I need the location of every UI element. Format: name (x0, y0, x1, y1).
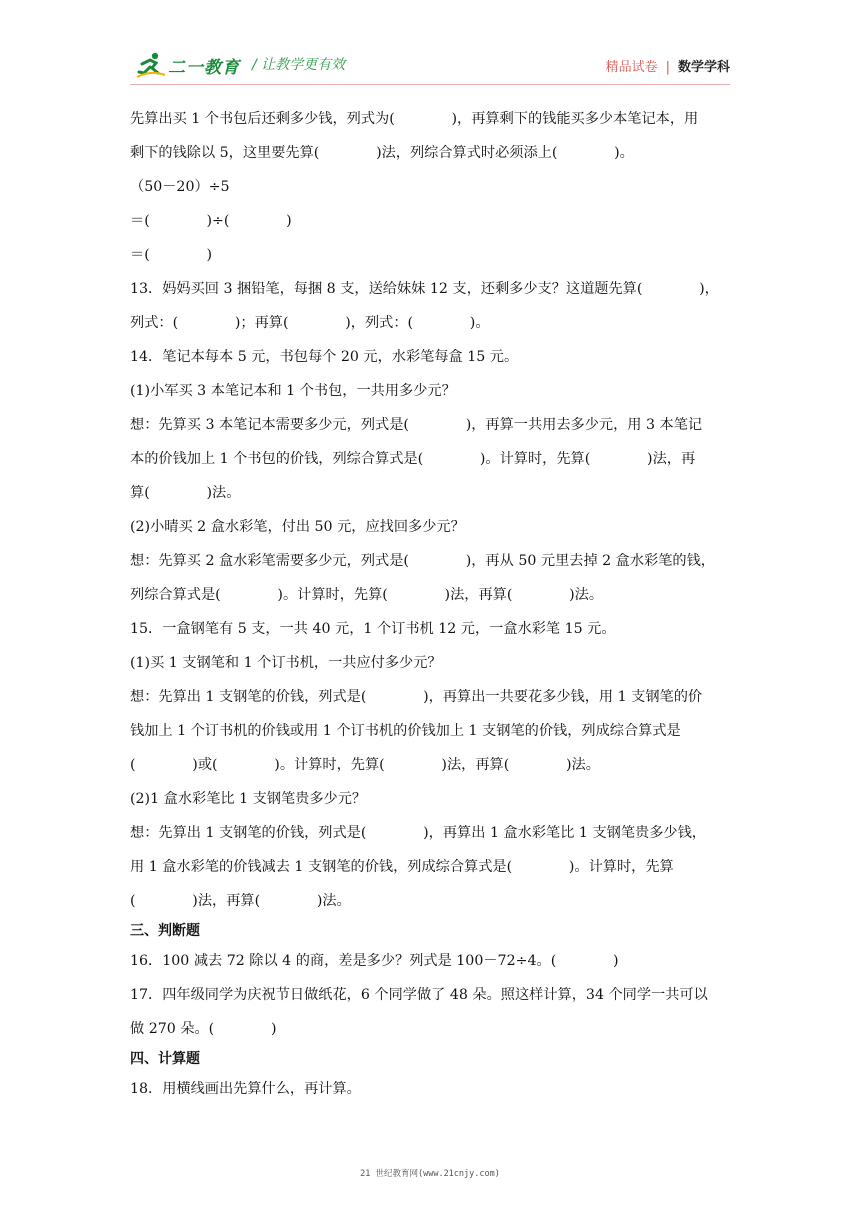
question-13: 13．妈妈买回 3 捆铅笔，每捆 8 支，送给妹妹 12 支，还剩多少支？这道题先算( )， (130, 281, 719, 297)
document-body (130, 102, 730, 1106)
text-line: （50－20）÷5 (130, 179, 230, 195)
section-heading-calculation: 四、计算题 (130, 1051, 200, 1067)
text-line: 做 270 朵。( ) (130, 1021, 277, 1037)
slogan: / 让教学更有效 (252, 57, 346, 73)
question-15: 15．一盒钢笔有 5 支，一共 40 元，1 个订书机 12 元，一盒水彩笔 15 元。 (130, 621, 616, 637)
question-16: 16．100 减去 72 除以 4 的商，差是多少？列式是 100－72÷4。( ) (130, 953, 619, 969)
text-line: ( )法，再算( )法。 (130, 893, 351, 909)
text-line: 想：先算买 3 本笔记本需要多少元，列式是( )，再算一共用去多少元，用 3 本笔记 (130, 417, 703, 433)
text-line: ＝( ) (130, 247, 213, 263)
runner-logo-icon (136, 51, 166, 79)
text-line: 列综合算式是( )。计算时，先算( )法，再算( )法。 (130, 587, 604, 603)
question-14: 14．笔记本每本 5 元，书包每个 20 元，水彩笔每盒 15 元。 (130, 349, 519, 365)
text-line: 列式：( )；再算( )，列式：( )。 (130, 315, 490, 331)
logo-text: 二一教育 (168, 57, 240, 78)
text-line: 剩下的钱除以 5，这里要先算( )法，列综合算式时必须添上( )。 (130, 145, 634, 161)
page-footer: 21 世纪教育网(www.21cnjy.com) (360, 1169, 500, 1179)
header-category: 精品试卷 (605, 60, 658, 75)
text-line: (1)小军买 3 本笔记本和 1 个书包，一共用多少元？ (130, 383, 456, 399)
text-line: 想：先算买 2 盒水彩笔需要多少元，列式是( )，再从 50 元里去掉 2 盒水彩笔的钱， (130, 553, 715, 569)
section-heading-judgement: 三、判断题 (130, 923, 200, 939)
logo (136, 50, 240, 80)
text-line: 本的价钱加上 1 个书包的价钱，列综合算式是( )。计算时，先算( )法，再 (130, 451, 696, 467)
text-line: ( )或( )。计算时，先算( )法，再算( )法。 (130, 757, 600, 773)
text-line: 算( )法。 (130, 485, 241, 501)
header-separator: | (665, 60, 670, 75)
text-line: (1)买 1 支钢笔和 1 个订书机，一共应付多少元？ (130, 655, 442, 671)
text-line: 钱加上 1 个订书机的价钱或用 1 个订书机的价钱加上 1 支钢笔的价钱，列成综合算式是 (130, 723, 681, 739)
header-subject: 数学学科 (677, 60, 730, 75)
question-17: 17．四年级同学为庆祝节日做纸花，6 个同学做了 48 朵。照这样计算，34 个同学一共可以 (130, 987, 708, 1003)
text-line: 用 1 盒水彩笔的价钱减去 1 支钢笔的价钱，列成综合算式是( )。计算时，先算 (130, 859, 674, 875)
header-right (606, 56, 730, 75)
page-header (130, 44, 730, 84)
text-line: 想：先算出 1 支钢笔的价钱，列式是( )，再算出 1 盒水彩笔比 1 支钢笔贵多少钱， (130, 825, 706, 841)
text-line: (2)1 盒水彩笔比 1 支钢笔贵多少元？ (130, 791, 367, 807)
text-line: (2)小晴买 2 盒水彩笔，付出 50 元，应找回多少元？ (130, 519, 465, 535)
text-line: ＝( )÷( ) (130, 213, 292, 229)
question-18: 18．用横线画出先算什么，再计算。 (130, 1081, 361, 1097)
header-divider (130, 84, 730, 85)
text-line: 先算出买 1 个书包后还剩多少钱，列式为( )，再算剩下的钱能买多少本笔记本，用 (130, 111, 699, 127)
text-line: 想：先算出 1 支钢笔的价钱，列式是( )，再算出一共要花多少钱，用 1 支钢笔的价 (130, 689, 703, 705)
